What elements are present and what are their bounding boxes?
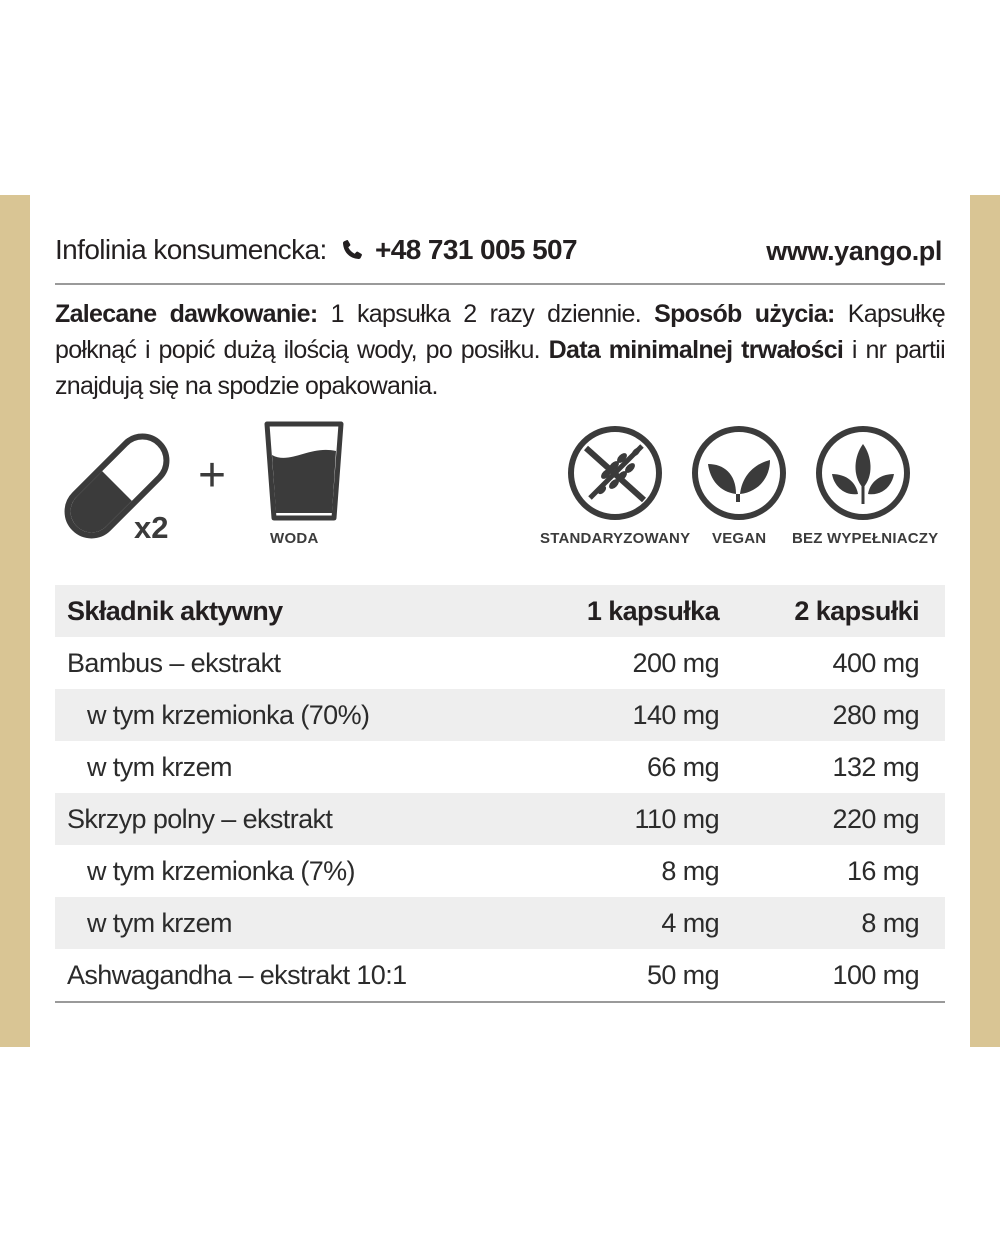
website-url: www.yango.pl (766, 236, 942, 266)
ingredient-name: w tym krzem (87, 751, 232, 782)
three-leaves-icon (814, 424, 912, 522)
hotline-phone-number: +48 731 005 507 (375, 234, 578, 265)
consumer-hotline (55, 234, 577, 266)
expiry-text: i nr partii znajdują się na spodzie opakowania. (55, 336, 945, 400)
amount-one-capsule: 200 mg (632, 647, 719, 678)
badge-standardized-label: STANDARYZOWANY (540, 530, 691, 547)
amount-two-capsules: 16 mg (846, 855, 919, 886)
phone-icon (340, 238, 364, 262)
amount-one-capsule: 140 mg (519, 689, 719, 741)
expiry-label: Data minimalnej trwałości (548, 336, 844, 364)
hotline-label: Infolinia konsumencka: (55, 234, 327, 265)
ingredient-name: w tym krzem (55, 897, 519, 949)
amount-one-capsule: 50 mg (519, 949, 719, 1002)
plus-sign: + (198, 449, 227, 502)
amount-two-capsules: 400 mg (832, 647, 919, 678)
dosage-label: Zalecane dawkowanie: (55, 300, 318, 328)
ingredient-name: Ashwagandha – ekstrakt 10:1 (55, 949, 519, 1002)
badge-vegan-label: VEGAN (712, 530, 767, 547)
vegan-leaves-icon (690, 424, 788, 522)
amount-one-capsule: 8 mg (661, 855, 719, 886)
usage-instructions (55, 296, 945, 404)
amount-one-capsule: 4 mg (519, 897, 719, 949)
water-label: WODA (270, 530, 319, 547)
ingredient-name: Skrzyp polny – ekstrakt (55, 793, 519, 845)
capsule-count: x2 (134, 510, 169, 545)
header-two-capsules: 2 kapsułki (719, 585, 945, 637)
ingredient-name: Bambus – ekstrakt (67, 647, 281, 678)
amount-two-capsules: 100 mg (719, 949, 945, 1002)
amount-two-capsules: 8 mg (719, 897, 945, 949)
table-row (55, 689, 945, 741)
header-ingredient: Składnik aktywny (55, 585, 519, 637)
table-row (55, 793, 945, 845)
amount-two-capsules: 220 mg (719, 793, 945, 845)
amount-one-capsule: 110 mg (519, 793, 719, 845)
table-row (55, 897, 945, 949)
table-row (55, 845, 945, 897)
water-glass-icon (262, 421, 346, 521)
capsule-icon (55, 418, 195, 548)
table-row (55, 949, 945, 1002)
header-divider (55, 283, 945, 285)
table-row (55, 637, 945, 689)
ingredient-name: w tym krzemionka (70%) (55, 689, 519, 741)
amount-two-capsules: 280 mg (719, 689, 945, 741)
method-label: Sposób użycia: (654, 300, 835, 328)
badge-no-fillers-label: BEZ WYPEŁNIACZY (792, 530, 939, 547)
table-header-row (55, 585, 945, 637)
table-row (55, 741, 945, 793)
method-text: Kapsułkę połknąć i popić dużą ilością wody, po posiłku. (55, 300, 946, 364)
header-one-capsule: 1 kapsułka (519, 585, 719, 637)
active-ingredients-table (55, 585, 945, 1003)
amount-one-capsule: 66 mg (646, 751, 719, 782)
ingredient-name: w tym krzemionka (7%) (87, 855, 355, 886)
leaf-branch-icon (566, 424, 664, 522)
dosage-text: 1 kapsułka 2 razy dziennie. (317, 300, 655, 328)
amount-two-capsules: 132 mg (832, 751, 919, 782)
